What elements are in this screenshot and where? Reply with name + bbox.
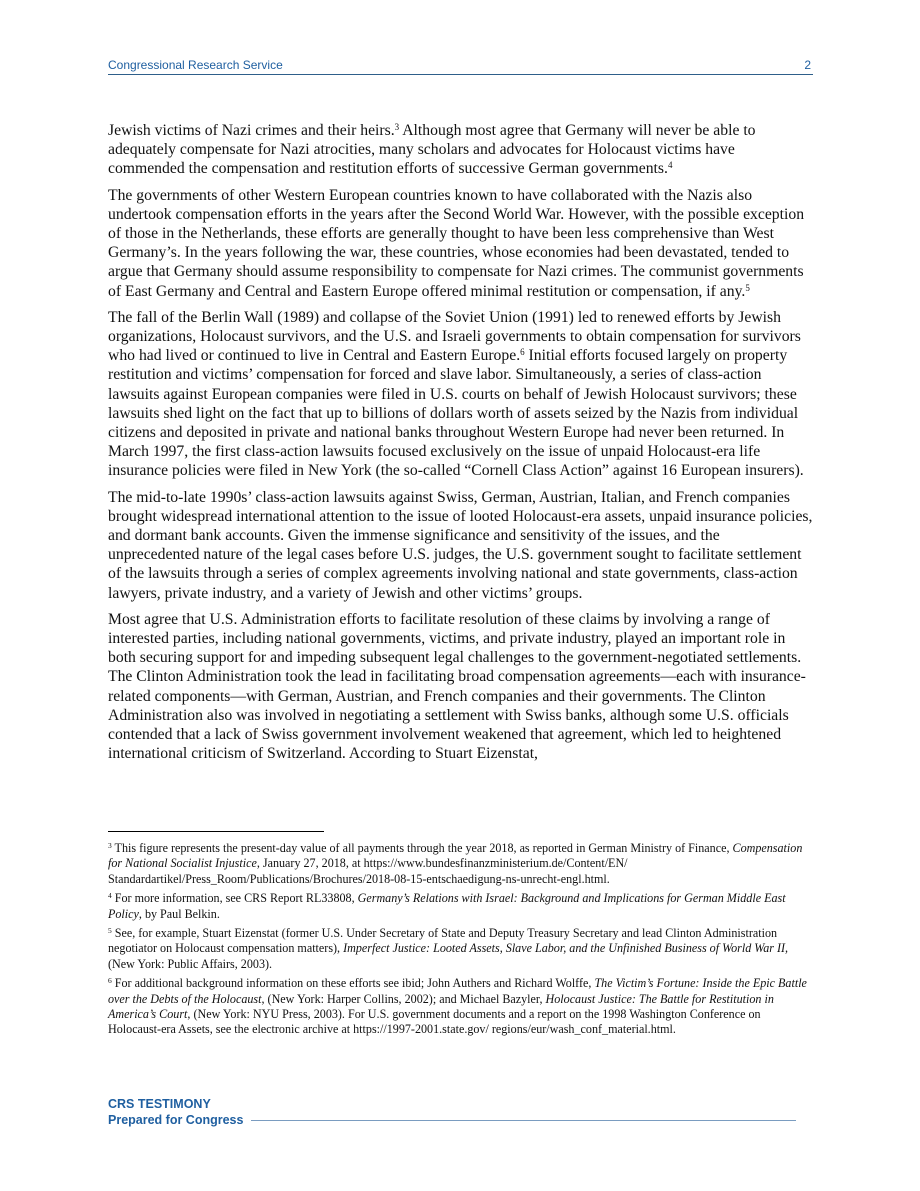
footnote-divider (108, 831, 324, 832)
footnote-title: Germany’s Relations with Israel: Background and Implications for German Middle East Policy (108, 891, 786, 921)
paragraph-5: Most agree that U.S. Administration efforts to facilitate resolution of these claims by involving a range of interested parties, including national governments, victims, and private industry, played an important role in both securing support for and impeding subsequent legal challenges to the government-negotiated settlements. The Clinton Administration took the lead in facilitating broad compensation agreements—each with insurance-related components—with German, Austrian, and French companies and their governments. The Clinton Administration also was involved in negotiating a settlement with Swiss banks, although some U.S. officials contended that a lack of Swiss government involvement weakened that agreement, which led to heightened international criticism of Switzerland. According to Stuart Eizenstat, (108, 610, 806, 763)
footnote-text: For additional background information on these efforts see ibid; John Authers and Richard Wolffe, (111, 976, 595, 991)
header-organization: Congressional Research Service (108, 58, 283, 72)
footnote-number: 3 (108, 841, 112, 850)
footnote-title: The Victim’s Fortune: Inside the Epic Battle over the Debts of the Holocaust (108, 976, 807, 1006)
footer-divider (251, 1120, 796, 1121)
footnote-title: Holocaust Justice: The Battle for Restitution in America’s Court (108, 991, 774, 1022)
footer-sublabel: Prepared for Congress (108, 1113, 244, 1127)
footnote-text: , by Paul Belkin. (138, 906, 220, 921)
footnote-text: This figure represents the present-day value of all payments through the year 2018, as reported in German Ministry of Finance, (111, 841, 733, 855)
footnotes (108, 841, 814, 1042)
body-text (108, 121, 814, 771)
footnote-title: Imperfect Justice: Looted Assets, Slave Labor, and the Unfinished Business of World War II, (343, 941, 789, 956)
footnote-5 (108, 926, 814, 972)
paragraph-text: The governments of other Western European countries known to have collaborated with the Nazis also undertook compensation efforts in the years after the Second World War. However, with the possible exception of those in the Netherlands, these efforts are generally thought to have been less comprehensive than West Germany’s. In the years following the war, these countries, whose economies had been devastated, tended to argue that Germany should assume responsibility to compensate for Nazi crimes. The communist governments of East Germany and Central and Eastern Europe offered minimal restitution or compensation, if any. (108, 186, 805, 300)
footnote-ref[interactable]: 4 (667, 160, 673, 171)
footnote-text: For more information, see CRS Report RL33808, (111, 891, 358, 906)
paragraph-2 (108, 186, 814, 301)
footnote-number: 4 (108, 891, 112, 901)
footnote-text: See, for example, Stuart Eizenstat (former U.S. Under Secretary of State and Deputy Treasury Secretary and lead Clinton Administration negotiator on Holocaust compensation matters), (108, 926, 778, 956)
footnote-ref[interactable]: 3 (394, 122, 400, 132)
paragraph-4: The mid-to-late 1990s’ class-action lawsuits against Swiss, German, Austrian, Italian, and French companies brought widespread international attention to the issue of looted Holocaust-era assets, unpaid insurance policies, and dormant bank accounts. Given the immense significance and sensitivity of the issues, and the unprecedented nature of the legal cases before U.S. judges, the U.S. government sought to facilitate settlement of the lawsuits through a series of complex agreements involving national and state governments, class-action lawyers, private industry, and a variety of Jewish and other victims’ groups. (108, 488, 813, 602)
paragraph-text: The fall of the Berlin Wall (1989) and collapse of the Soviet Union (1991) led to renewed efforts by Jewish organizations, Holocaust survivors, and the U.S. and Israeli governments to obtain compensation for survivors who had lived or continued to live in Central and Eastern Europe. (108, 308, 801, 365)
footer-label: CRS TESTIMONY (108, 1097, 211, 1111)
page-number: 2 (804, 58, 811, 72)
paragraph-3 (108, 308, 814, 481)
footnote-text: (New York: Public Affairs, 2003). (108, 956, 273, 971)
footnote-text: , (New York: NYU Press, 2003). For U.S. government documents and a report on the 1998 Washington Conference on Holocaust-era Assets, see the electronic archive at https://1997-2001.state.gov/ regions/eur/wash_conf_material.html. (108, 1007, 761, 1037)
footnote-6 (108, 976, 814, 1038)
footnote-text: , January 27, 2018, at https://www.bundesfinanzministerium.de/Content/EN/ Standardartikel/Press_Room/Publications/Brochures/2018-08-15-entschaedigung-ns-unrecht-engl.html. (108, 856, 628, 886)
paragraph-text: Jewish victims of Nazi crimes and their heirs. (108, 122, 395, 139)
footnote-ref[interactable]: 6 (520, 347, 525, 358)
footnote-text: , (New York: Harper Collins, 2002); and Michael Bazyler, (261, 991, 546, 1006)
paragraph-text: Although most agree that Germany will never be able to adequately compensate for Nazi atrocities, many scholars and advocates for Holocaust victims have commended the compensation and restitution efforts of successive German governments. (108, 122, 756, 178)
paragraph-text: Initial efforts focused largely on property restitution and victims’ compensation for forced and slave labor. Simultaneously, a series of class-action lawsuits against European companies were filed in U.S. courts on behalf of Jewish Holocaust survivors; these lawsuits shed light on the fact that up to billions of dollars worth of assets seized by the Nazis from individual citizens and deposited in private and national banks throughout Western Europe had never been returned. In March 1997, the first class-action lawsuits focused exclusively on the issue of unpaid Holocaust-era life insurance policies were filed in New York (the so-called “Cornell Class Action” against 16 European insurers). (108, 347, 804, 480)
footnote-number: 6 (108, 976, 112, 986)
footnote-ref[interactable]: 5 (745, 282, 750, 293)
footnote-title: Compensation for National Socialist Injustice (108, 841, 803, 871)
footnote-4 (108, 891, 814, 922)
footnote-number: 5 (108, 926, 112, 936)
paragraph-1 (108, 121, 814, 179)
footnote-3 (108, 841, 814, 887)
page-header (108, 58, 813, 75)
